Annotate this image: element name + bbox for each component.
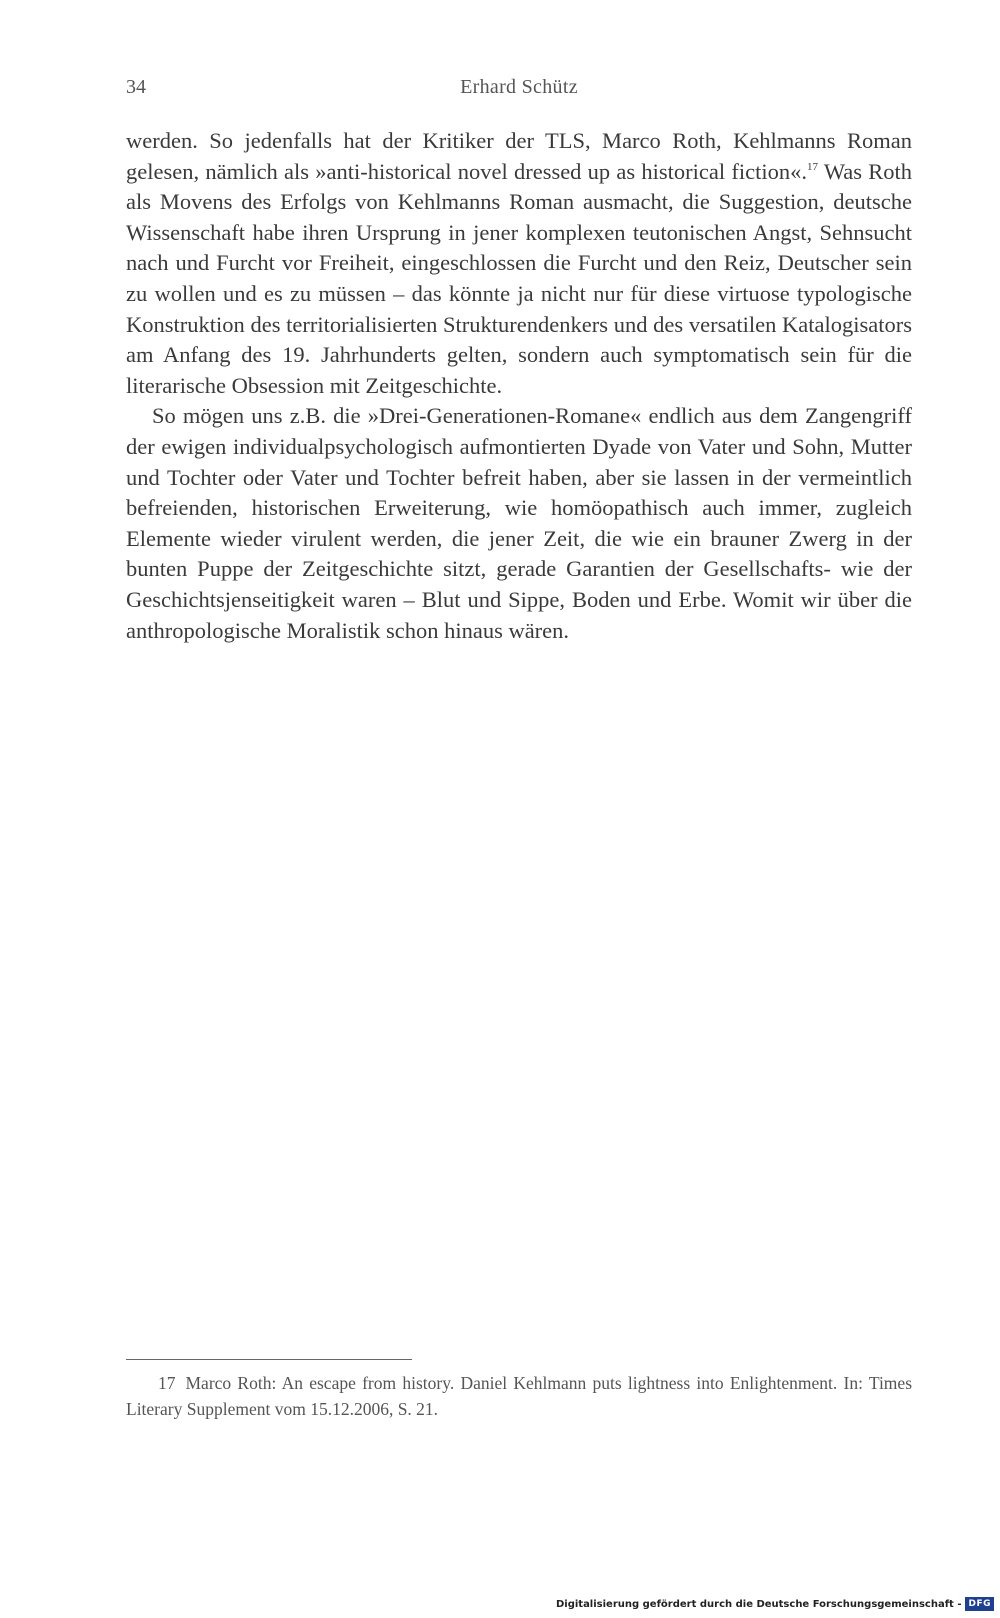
footnote-number: 17 [158, 1373, 176, 1393]
banner-text: Digitalisierung gefördert durch die Deutsche Forschungsgemeinschaft - [555, 1598, 962, 1610]
paragraph-text: Was Roth als Movens des Erfolgs von Kehlmanns Roman ausmacht, die Suggestion, deutsche Wissenschaft habe ihren Ursprung in jener komplexen teutonischen Angst, Sehnsucht nach und Furcht vor Freiheit, eingeschlossen die Furcht und den Reiz, Deutscher sein zu wollen und es zu müssen – das könnte ja nicht nur für diese virtuose typologische Konstruktion des territorialisierten Strukturendenkers und des versatilen Katalogisators am Anfang des 19. Jahrhunderts gelten, sondern auch symptomatisch sein für die literarische Obsession mit Zeitgeschichte. [126, 158, 912, 398]
running-title: Erhard Schütz [460, 76, 578, 98]
paragraph: So mögen uns z.B. die »Drei-Generationen-Romane« endlich aus dem Zangengriff der ewigen individualpsychologisch aufmontierten Dyade von Vater und Sohn, Mutter und Tochter oder Vater und Tochter befreit haben, aber sie lassen in der vermeintlich befreienden, historischen Erweiterung, wie homöopathisch auch immer, zugleich Elemente wieder virulent werden, die jener Zeit, die wie ein brauner Zwerg in der bunten Puppe der Zeitgeschichte sitzt, gerade Garantien der Gesellschafts- wie der Geschichtsjenseitigkeit waren – Blut und Sippe, Boden und Erbe. Womit wir über die anthropologische Moralistik schon hinaus wären. [126, 403, 912, 643]
footnote-reference: 17 [806, 160, 818, 173]
paragraph-text: werden. So jedenfalls hat der Kritiker der TLS, Marco Roth, Kehlmanns Roman gelesen, nämlich als »anti-historical novel dressed up as historical fiction«. [126, 128, 912, 184]
dfg-logo-icon: DFG [965, 1597, 994, 1611]
body-text [126, 126, 912, 646]
paragraph [126, 126, 912, 401]
footnote-separator [126, 1359, 412, 1360]
footnote [126, 1370, 912, 1422]
footnote-text: Marco Roth: An escape from history. Daniel Kehlmann puts lightness into Enlightenment. In: Times Literary Supplement vom 15.12.2006, S. 21. [126, 1373, 912, 1419]
running-head [126, 76, 912, 106]
page-number: 34 [126, 76, 146, 98]
digitization-banner [556, 1596, 994, 1612]
